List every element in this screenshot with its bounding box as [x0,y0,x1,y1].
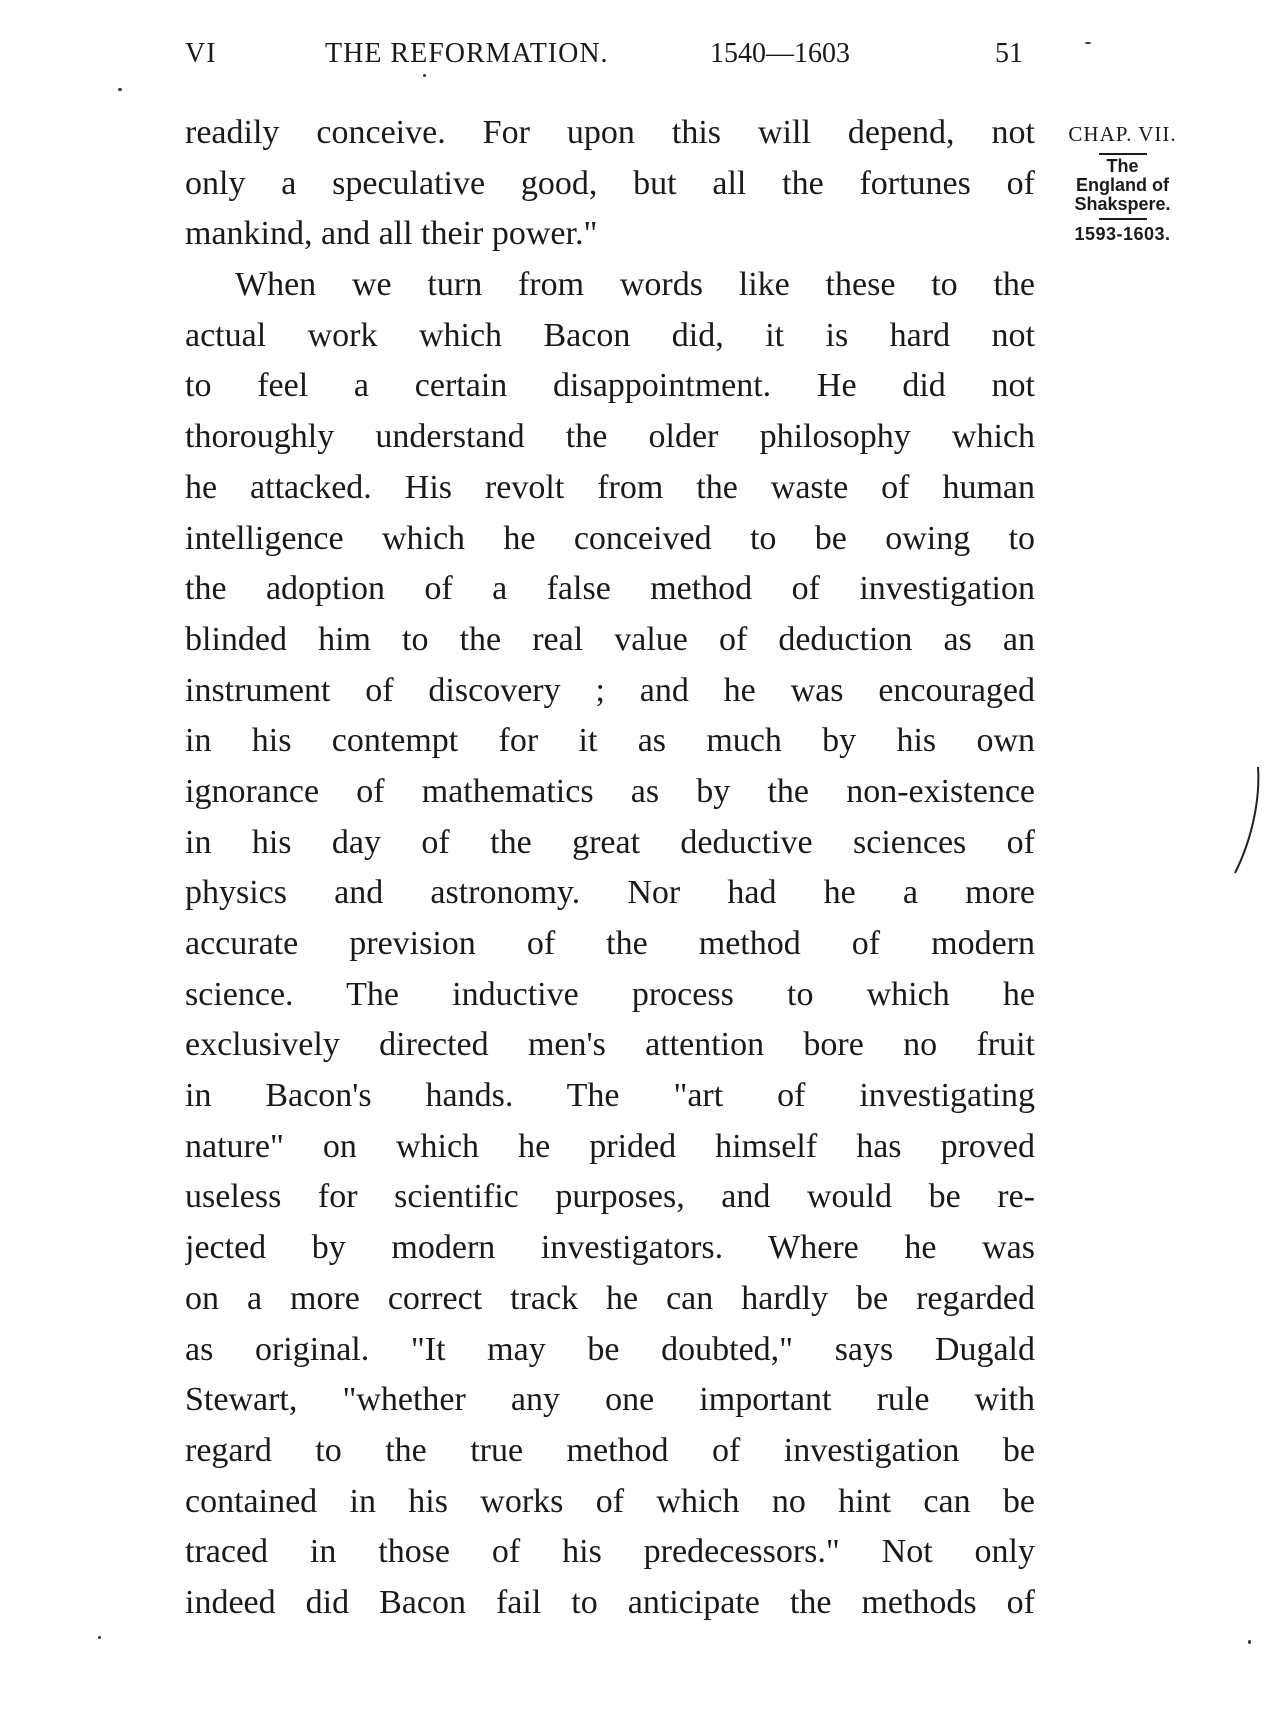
text-line: in his day of the great deductive sciences of [185,823,1035,861]
text-line: nature" on which he prided himself has proved [185,1127,1035,1165]
margin-note-rule [1099,218,1147,220]
text-line: only a speculative good, but all the fortunes of [185,164,1035,202]
text-line: thoroughly understand the older philosophy which [185,418,1035,456]
paper-speck [423,74,426,77]
text-line: instrument of discovery ; and he was encouraged [185,671,1035,709]
text-line: to feel a certain disappointment. He did not [185,367,1035,405]
text-line: Stewart, "whether any one important rule with [185,1381,1035,1419]
text-line: traced in those of his predecessors." Not only [185,1533,1035,1571]
text-line: exclusively directed men's attention bore no fruit [185,1026,1035,1064]
paper-speck [1085,42,1091,44]
text-line: regard to the true method of investigation be [185,1431,1035,1469]
running-head-chapter: VI [185,38,217,69]
paper-speck [118,88,122,91]
text-line: mankind, and all their power." [185,215,598,253]
text-line: blinded him to the real value of deduction as an [185,620,1035,658]
text-line: in his contempt for it as much by his own [185,722,1035,760]
page-number: 51 [995,38,1023,69]
running-head-years: 1540—1603 [710,38,850,69]
margin-note [1050,108,1195,245]
text-line: physics and astronomy. Nor had he a more [185,874,1035,912]
text-line: he attacked. His revolt from the waste of human [185,468,1035,506]
body-text [185,108,1035,1629]
text-line: on a more correct track he can hardly be regarded [185,1279,1035,1317]
margin-note-rule [1099,153,1147,155]
margin-note-topic-line: Shakspere. [1074,194,1171,214]
text-line: readily conceive. For upon this will depend, not [185,114,1035,151]
text-line: When we turn from words like these to the [235,266,1035,304]
text-line: intelligence which he conceived to be owing to [185,519,1035,557]
margin-note-dates: 1593-1603. [1074,224,1171,244]
paper-speck [98,1636,101,1639]
text-line: actual work which Bacon did, it is hard not [185,316,1035,354]
paper-speck [1248,1640,1251,1644]
text-line: contained in his works of which no hint can be [185,1482,1035,1520]
margin-note-topic-line: England of [1076,175,1169,195]
text-line: indeed did Bacon fail to anticipate the methods of [185,1583,1035,1621]
margin-note-topic-line: The [1106,156,1139,176]
text-line: jected by modern investigators. Where he was [185,1229,1035,1267]
running-head [185,38,1035,78]
text-line: the adoption of a false method of investigation [185,570,1035,608]
running-head-title: THE REFORMATION. [325,38,609,69]
pencil-mark [1232,765,1262,877]
text-line: as original. "It may be doubted," says Dugald [185,1330,1035,1368]
text-line: ignorance of mathematics as by the non-existence [185,772,1035,810]
text-line: in Bacon's hands. The "art of investigating [185,1077,1035,1115]
text-line: useless for scientific purposes, and would be re- [185,1178,1035,1216]
text-line: science. The inductive process to which he [185,975,1035,1013]
margin-note-chapter: CHAP. VII. [1068,122,1177,146]
text-line: accurate prevision of the method of modern [185,925,1035,962]
